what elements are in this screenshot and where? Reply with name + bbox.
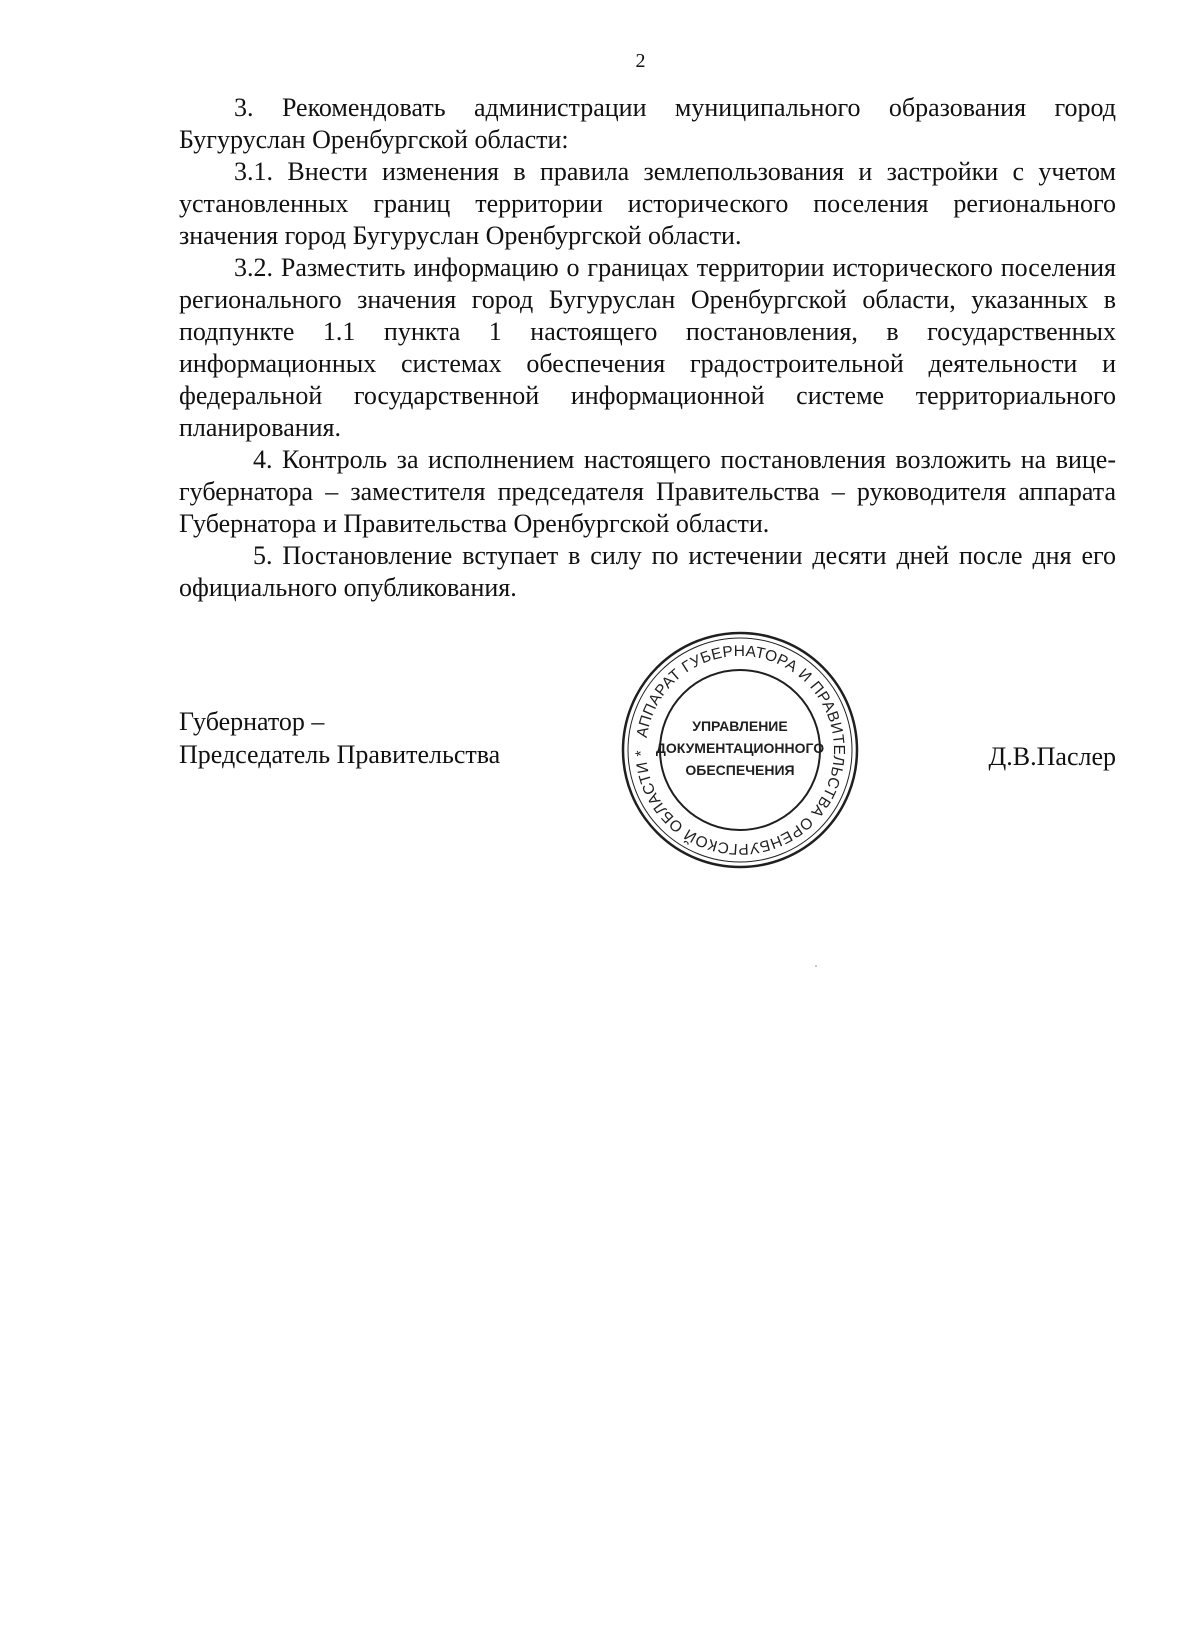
stamp-ring-textpath: АППАРАТ ГУБЕРНАТОРА И ПРАВИТЕЛЬСТВА ОРЕНБУРГСКОЙ ОБЛАСТИ * bbox=[632, 642, 848, 858]
scan-speck bbox=[815, 965, 817, 967]
signature-title-line-2: Председатель Правительства bbox=[179, 740, 501, 769]
signer-name: Д.В.Паслер bbox=[988, 742, 1116, 771]
stamp-center-line-3: ОБЕСПЕЧЕНИЯ bbox=[685, 762, 795, 778]
signature-title-line-1: Губернатор – bbox=[179, 707, 325, 736]
document-body bbox=[179, 92, 1116, 604]
paragraph-5: 5. Постановление вступает в силу по истечении десяти дней после дня его официального опубликования. bbox=[179, 541, 1116, 602]
paragraph-3: 3. Рекомендовать администрации муниципального образования город Бугуруслан Оренбургской области: bbox=[179, 93, 1116, 154]
stamp-center-line-2: ДОКУМЕНТАЦИОННОГО bbox=[655, 740, 825, 756]
paragraph-4: 4. Контроль за исполнением настоящего постановления возложить на вице-губернатора – заместителя председателя Правительства – руководителя аппарата Губернатора и Правительства Оренбургской области. bbox=[179, 445, 1116, 538]
page-number: 2 bbox=[635, 50, 646, 72]
stamp-seal-graphic bbox=[620, 630, 860, 870]
paragraph-3-2: 3.2. Разместить информацию о границах территории исторического поселения регионального значения город Бугуруслан Оренбургской области, указанных в подпункте 1.1 пункта 1 настоящего постановления, в государственных информационных системах обеспечения градостроительной деятельности и федеральной государственной информационной системе территориального планирования. bbox=[179, 253, 1116, 442]
stamp-center-line-1: УПРАВЛЕНИЕ bbox=[692, 718, 788, 734]
official-stamp bbox=[620, 630, 860, 870]
paragraph-3-1: 3.1. Внести изменения в правила землепользования и застройки с учетом установленных границ территории исторического поселения регионального значения город Бугуруслан Оренбургской области. bbox=[179, 157, 1116, 250]
signature-title-block bbox=[179, 705, 500, 771]
